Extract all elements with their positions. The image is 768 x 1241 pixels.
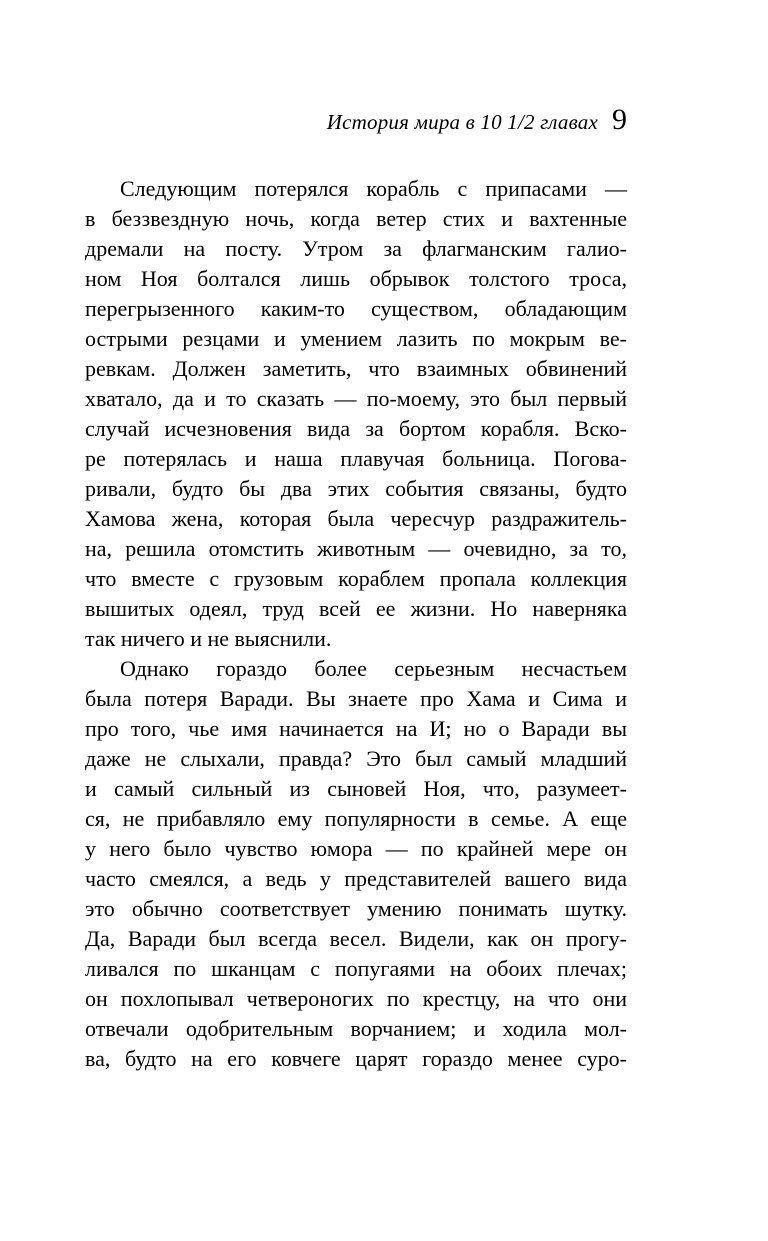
text-line: ливался по шканцам с попугаями на обоих плечах; (85, 956, 627, 981)
text-line: Следующим потерялся корабль с припасами — (120, 176, 627, 201)
text-line: что вместе с грузовым кораблем пропала коллекция (85, 566, 627, 591)
text-line: на, решила отомстить животным — очевидно, за то, (85, 536, 627, 561)
text-line: он похлопывал четвероногих по крестцу, на что они (85, 986, 627, 1011)
paragraph (85, 654, 627, 1074)
text-line: вышитых одеял, труд всей ее жизни. Но наверняка (85, 596, 627, 621)
text-line: ся, не прибавляло ему популярности в семье. А еще (85, 806, 627, 831)
text-line: это обычно соответствует умению понимать шутку. (85, 896, 627, 921)
text-line: ревкам. Должен заметить, что взаимных обвинений (85, 356, 627, 381)
text-line: острыми резцами и умением лазить по мокрым ве- (85, 326, 627, 351)
text-line: в беззвездную ночь, когда ветер стих и вахтенные (85, 206, 627, 231)
text-line: даже не слыхали, правда? Это был самый младший (85, 746, 627, 771)
text-line: Однако гораздо более серьезным несчастьем (120, 656, 627, 681)
text-line: ривали, будто бы два этих события связаны, будто (85, 476, 627, 501)
text-line: ном Ноя болтался лишь обрывок толстого троса, (85, 266, 627, 291)
page-number: 9 (612, 103, 627, 136)
text-line: так ничего и не выяснили. (85, 626, 332, 651)
running-head (85, 103, 627, 142)
body-text (85, 174, 627, 1074)
text-line: случай исчезновения вида за бортом корабля. Вско- (85, 416, 627, 441)
text-line: дремали на посту. Утром за флагманским галио- (85, 236, 627, 261)
text-line: часто смеялся, а ведь у представителей вашего вида (85, 866, 627, 891)
text-line: про того, чье имя начинается на И; но о Варади вы (85, 716, 627, 741)
text-line: хватало, да и то сказать — по-моему, это был первый (85, 386, 627, 411)
paragraph (85, 174, 627, 654)
text-line: перегрызенного каким-то существом, обладающим (85, 296, 627, 321)
text-line: ва, будто на его ковчеге царят гораздо менее суро- (85, 1046, 627, 1071)
text-line: ре потерялась и наша плавучая больница. Погова- (85, 446, 627, 471)
text-line: была потеря Варади. Вы знаете про Хама и Сима и (85, 686, 627, 711)
text-line: и самый сильный из сыновей Ноя, что, разумеет- (85, 776, 627, 801)
text-line: Да, Варади был всегда весел. Видели, как он прогу- (85, 926, 627, 951)
running-head-title: История мира в 10 1/2 главах (326, 110, 598, 134)
text-line: отвечали одобрительным ворчанием; и ходила мол- (85, 1016, 627, 1041)
text-line: Хамова жена, которая была чересчур раздражитель- (85, 506, 627, 531)
text-line: у него было чувство юмора — по крайней мере он (85, 836, 627, 861)
